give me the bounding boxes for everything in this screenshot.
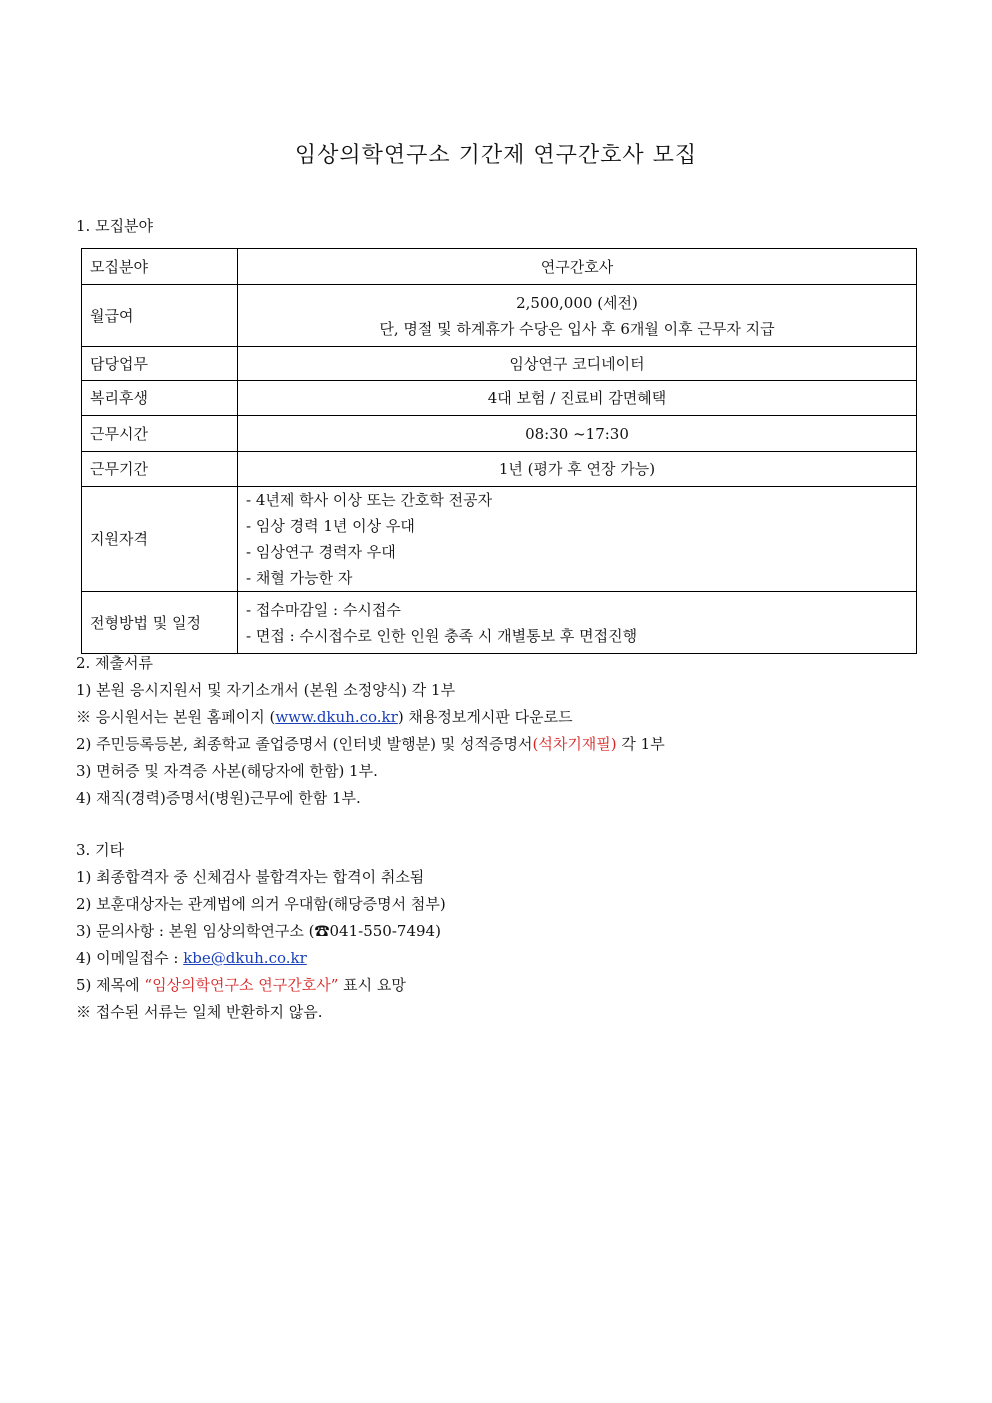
list-item: - 접수마감일 : 수시접수 bbox=[246, 600, 401, 619]
line2-text-end: ) 채용정보게시판 다운로드 bbox=[397, 708, 573, 726]
list-item: - 면접 : 수시접수로 인한 인원 충족 시 개별통보 후 면접진행 bbox=[246, 626, 638, 645]
salary-amount: 2,500,000 (세전) bbox=[516, 293, 638, 312]
page-title: 임상의학연구소 기간제 연구간호사 모집 bbox=[294, 143, 698, 168]
section3-line4 bbox=[76, 945, 446, 972]
table-row bbox=[82, 347, 917, 381]
section3-heading: 3. 기타 bbox=[76, 841, 125, 859]
line3-text: 2) 주민등록등본, 최종학교 졸업증명서 (인터넷 발행분) 및 성적증명서 bbox=[76, 735, 533, 753]
section2-heading: 2. 제출서류 bbox=[76, 654, 154, 672]
section3-line3: 3) 문의사항 : 본원 임상의학연구소 (☎041-550-7494) bbox=[76, 922, 441, 940]
section3-line6: ※ 접수된 서류는 일체 반환하지 않음. bbox=[76, 1003, 323, 1021]
hours-value: 08:30 ~17:30 bbox=[238, 416, 917, 452]
selection-value bbox=[238, 592, 917, 654]
section2-line4: 3) 면허증 및 자격증 사본(해당자에 한함) 1부. bbox=[76, 762, 378, 780]
table-row bbox=[82, 381, 917, 416]
list-item: - 채혈 가능한 자 bbox=[246, 569, 353, 587]
line5-text: 5) 제목에 bbox=[76, 976, 145, 994]
table-row bbox=[82, 452, 917, 487]
section2-line2 bbox=[76, 704, 665, 731]
section3-line5 bbox=[76, 972, 446, 999]
salary-label: 월급여 bbox=[82, 285, 238, 347]
table-row bbox=[82, 285, 917, 347]
table-row bbox=[82, 487, 917, 592]
selection-label: 전형방법 및 일정 bbox=[82, 592, 238, 654]
section2-line3 bbox=[76, 731, 665, 758]
section1-heading: 1. 모집분야 bbox=[76, 217, 154, 235]
table-row bbox=[82, 249, 917, 285]
field-value: 연구간호사 bbox=[238, 249, 917, 285]
period-label: 근무기간 bbox=[82, 452, 238, 487]
section3 bbox=[76, 837, 446, 1026]
recruitment-table bbox=[81, 248, 917, 654]
rank-note: (석차기재필) bbox=[532, 735, 617, 753]
salary-note: 단, 명절 및 하계휴가 수당은 입사 후 6개월 이후 근무자 지급 bbox=[379, 319, 775, 338]
homepage-link[interactable]: www.dkuh.co.kr bbox=[275, 708, 398, 726]
section2 bbox=[76, 650, 665, 812]
email-link[interactable]: kbe@dkuh.co.kr bbox=[183, 949, 307, 967]
qualification-label: 지원자격 bbox=[82, 487, 238, 592]
section2-line1: 1) 본원 응시지원서 및 자기소개서 (본원 소정양식) 각 1부 bbox=[76, 681, 456, 699]
field-label: 모집분야 bbox=[82, 249, 238, 285]
email-label: 4) 이메일접수 : bbox=[76, 949, 184, 967]
hours-label: 근무시간 bbox=[82, 416, 238, 452]
line5-text-end: 표시 요망 bbox=[338, 976, 406, 994]
line2-text: ※ 응시원서는 본원 홈페이지 ( bbox=[76, 708, 276, 726]
list-item: - 임상연구 경력자 우대 bbox=[246, 543, 396, 561]
table-row bbox=[82, 592, 917, 654]
qualification-value bbox=[238, 487, 917, 592]
list-item: - 임상 경력 1년 이상 우대 bbox=[246, 517, 415, 535]
section2-line5: 4) 재직(경력)증명서(병원)근무에 한함 1부. bbox=[76, 789, 361, 807]
table-row bbox=[82, 416, 917, 452]
section3-line1: 1) 최종합격자 중 신체검사 불합격자는 합격이 취소됨 bbox=[76, 868, 425, 886]
duty-value: 임상연구 코디네이터 bbox=[238, 347, 917, 381]
list-item: - 4년제 학사 이상 또는 간호학 전공자 bbox=[246, 491, 493, 509]
subject-note: “임상의학연구소 연구간호사” bbox=[144, 976, 339, 994]
period-value: 1년 (평가 후 연장 가능) bbox=[238, 452, 917, 487]
welfare-value: 4대 보험 / 진료비 감면혜택 bbox=[238, 381, 917, 416]
salary-value bbox=[238, 285, 917, 347]
line3-text-end: 각 1부 bbox=[616, 735, 665, 753]
welfare-label: 복리후생 bbox=[82, 381, 238, 416]
section3-line2: 2) 보훈대상자는 관계법에 의거 우대함(해당증명서 첨부) bbox=[76, 895, 446, 913]
duty-label: 담당업무 bbox=[82, 347, 238, 381]
